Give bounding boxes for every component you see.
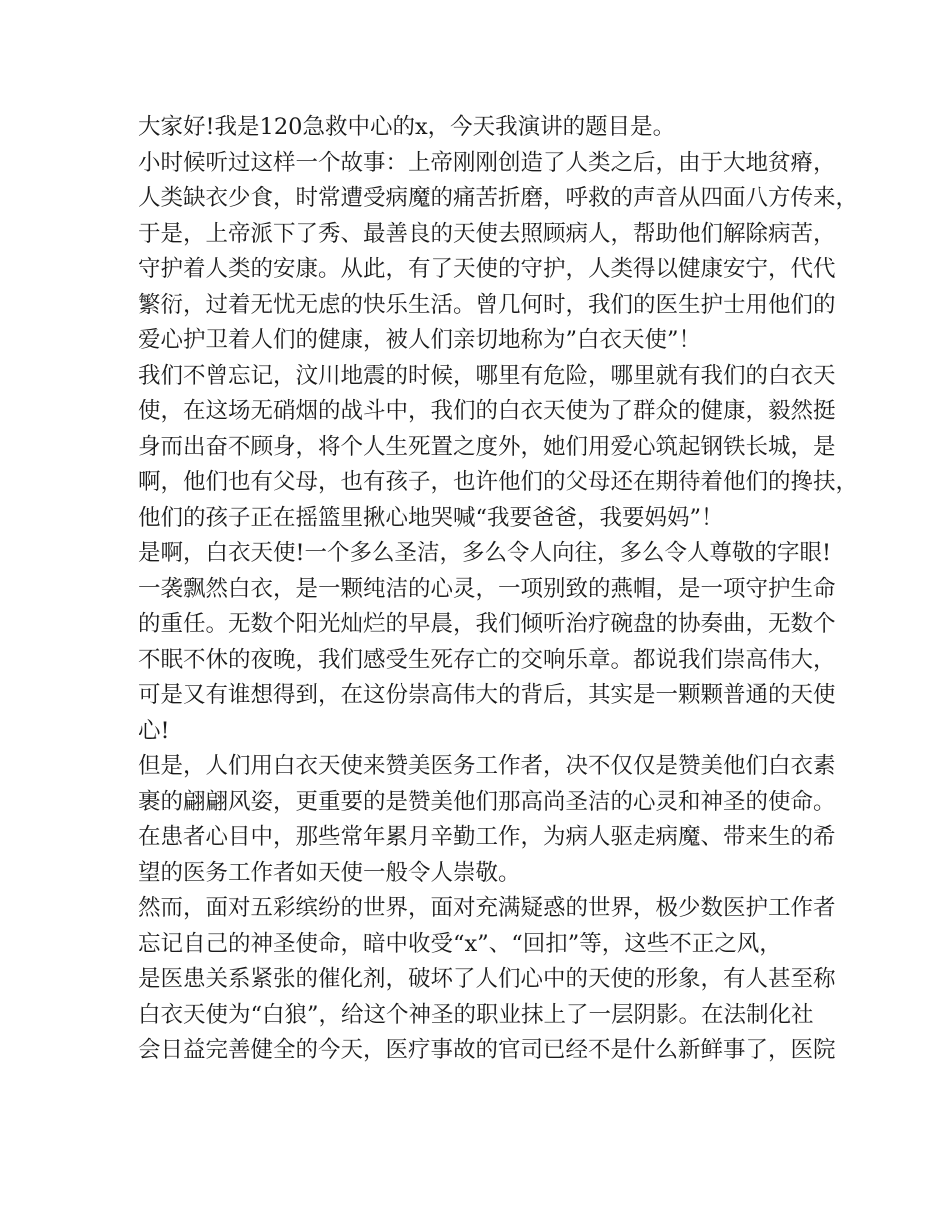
text-line: 望的医务工作者如天使一般令人崇敬。 [138,859,521,886]
text-line: 于是，上帝派下了秀、最善良的天使去照顾病人，帮助他们解除病苦， [138,220,836,247]
text-line: 是啊，白衣天使!一个多么圣洁，多么令人向往，多么令人尊敬的字眼! [138,540,832,566]
text-line: 会日益完善健全的今天，医疗事故的官司已经不是什么新鲜事了，医院 [138,1037,836,1063]
text-line: 裹的翩翩风姿，更重要的是赞美他们那高尚圣洁的心灵和神圣的使命。 [138,788,836,815]
text-line: 可是又有谁想得到，在这份崇高伟大的背后，其实是一颗颗普通的天使 [138,682,836,708]
text-line: 是医患关系紧张的催化剂，破坏了人们心中的天使的形象，有人甚至称 [138,966,836,992]
text-line: 繁衍，过着无忧无虑的快乐生活。曾几何时，我们的医生护士用他们的 [138,291,836,318]
text-line: 守护着人类的安康。从此，有了天使的守护，人类得以健康安宁，代代 [138,256,836,282]
text-line: 身而出奋不顾身，将个人生死置之度外，她们用爱心筑起钢铁长城，是 [138,433,836,460]
text-line: 然而，面对五彩缤纷的世界，面对充满疑惑的世界，极少数医护工作者 [138,895,836,921]
text-line: 我们不曾忘记，汶川地震的时候，哪里有危险，哪里就有我们的白衣天 [138,362,836,389]
text-line: 大家好!我是120急救中心的x，今天我演讲的题目是。 [138,114,676,140]
text-line: 小时候听过这样一个故事：上帝刚刚创造了人类之后，由于大地贫瘠， [138,149,836,176]
text-line: 但是，人们用白衣天使来赞美医务工作者，决不仅仅是赞美他们白衣素 [138,753,836,779]
text-line: 爱心护卫着人们的健康，被人们亲切地称为”白衣天使”！ [138,327,702,353]
text-line: 白衣天使为“白狼”，给这个神圣的职业抹上了一层阴影。在法制化社 [138,1001,814,1028]
text-line: 啊，他们也有父母，也有孩子，也许他们的父母还在期待着他们的搀扶， [138,469,859,495]
text-line: 忘记自己的神圣使命，暗中收受“x”、“回扣”等，这些不正之风， [138,930,782,957]
text-line: 不眠不休的夜晚，我们感受生死存亡的交响乐章。都说我们崇高伟大， [138,646,836,673]
text-line: 在患者心目中，那些常年累月辛勤工作，为病人驱走病魔、带来生的希 [138,824,836,850]
text-line: 心! [138,717,170,744]
text-line: 使，在这场无硝烟的战斗中，我们的白衣天使为了群众的健康，毅然挺 [138,398,836,424]
text-line: 一袭飘然白衣，是一颗纯洁的心灵，一项别致的燕帽，是一项守护生命 [138,575,836,602]
text-line: 的重任。无数个阳光灿烂的早晨，我们倾听治疗碗盘的协奏曲，无数个 [138,611,836,637]
text-line: 人类缺衣少食，时常遭受病魔的痛苦折磨，呼救的声音从四面八方传来， [138,185,859,211]
text-line: 他们的孩子正在摇篮里揪心地哭喊“我要爸爸，我要妈妈”！ [138,504,724,531]
body-text [138,110,859,1069]
